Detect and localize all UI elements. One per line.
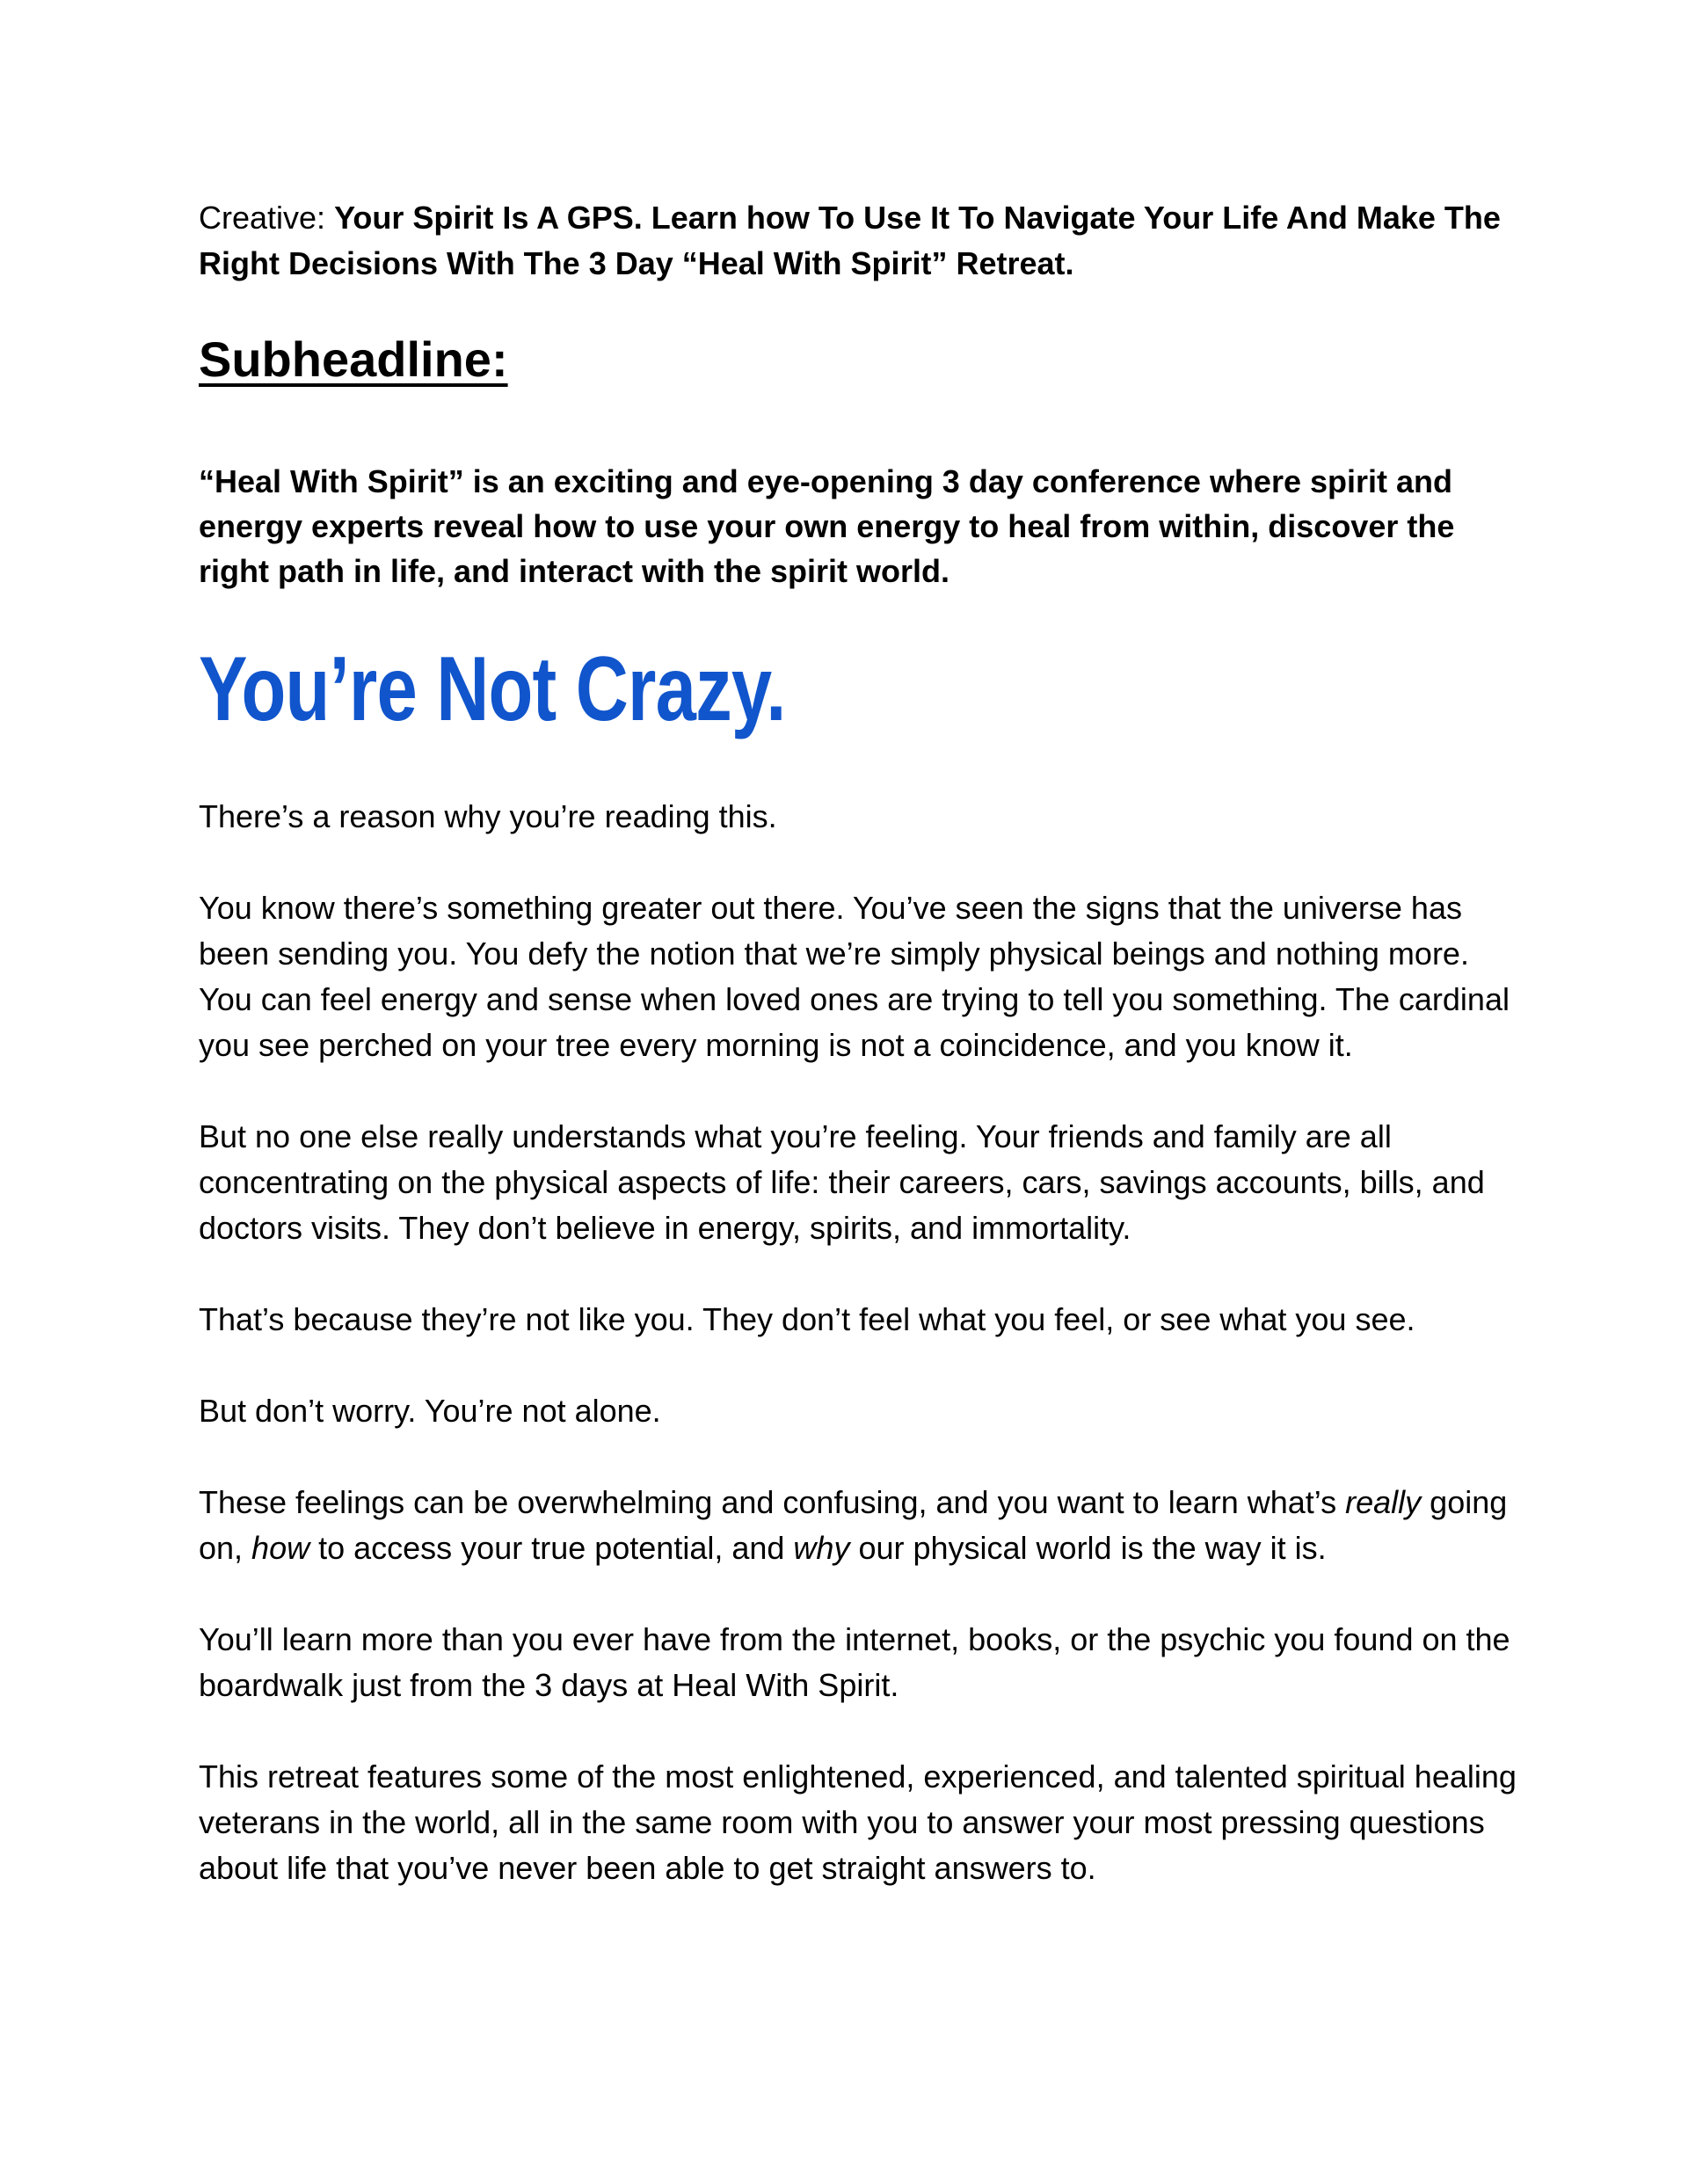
feelings-text-4: our physical world is the way it is. <box>849 1530 1327 1566</box>
feelings-text-3: to access your true potential, and <box>309 1530 794 1566</box>
document-page <box>199 195 1517 1891</box>
creative-line <box>199 195 1517 287</box>
paragraph-retreat-features: This retreat features some of the most enlightened, experienced, and talented spiritual healing veterans in the world, all in the same room with you to answer your most pressing questions about life that you’ve never been able to get straight answers to. <box>199 1758 1517 1886</box>
paragraph-not-like-you: That’s because they’re not like you. They don’t feel what you feel, or see what you see. <box>199 1301 1415 1337</box>
feelings-emphasis-why: why <box>793 1530 850 1566</box>
paragraph-understands: But no one else really understands what you’re feeling. Your friends and family are all concentrating on the physical aspects of life: their careers, cars, savings accounts, bills, and doctors visits. They don’t believe in energy, spirits, and immortality. <box>199 1118 1485 1246</box>
paragraph-learn-more: You’ll learn more than you ever have from the internet, books, or the psychic you found on the boardwalk just from the 3 days at Heal With Spirit. <box>199 1621 1510 1703</box>
feelings-text-2: going on, <box>199 1484 1508 1566</box>
creative-text: Your Spirit Is A GPS. Learn how To Use It To Navigate Your Life And Make The Right Decisions With The 3 Day “Heal With Spirit” Retreat. <box>199 200 1501 281</box>
feelings-text-1: These feelings can be overwhelming and confusing, and you want to learn what’s <box>199 1484 1346 1520</box>
main-headline: You’re Not Crazy. <box>199 638 786 740</box>
paragraph-greater: You know there’s something greater out there. You’ve seen the signs that the universe has been sending you. You defy the notion that we’re simply physical beings and nothing more. You can feel energy and sense when loved ones are trying to tell you something. The cardinal you see perched on your tree every morning is not a coincidence, and you know it. <box>199 890 1510 1063</box>
creative-label: Creative: <box>199 200 326 236</box>
feelings-emphasis-how: how <box>251 1530 310 1566</box>
paragraph-feelings <box>199 1480 1517 1571</box>
paragraph-not-alone: But don’t worry. You’re not alone. <box>199 1393 661 1429</box>
subheadline-label: Subheadline: <box>199 331 508 387</box>
subheadline-text: “Heal With Spirit” is an exciting and eye-opening 3 day conference where spirit and energy experts reveal how to use your own energy to heal from within, discover the right path in life, and interact with the spirit world. <box>199 463 1455 589</box>
feelings-emphasis-really: really <box>1345 1484 1422 1520</box>
paragraph-reason: There’s a reason why you’re reading this. <box>199 798 777 834</box>
